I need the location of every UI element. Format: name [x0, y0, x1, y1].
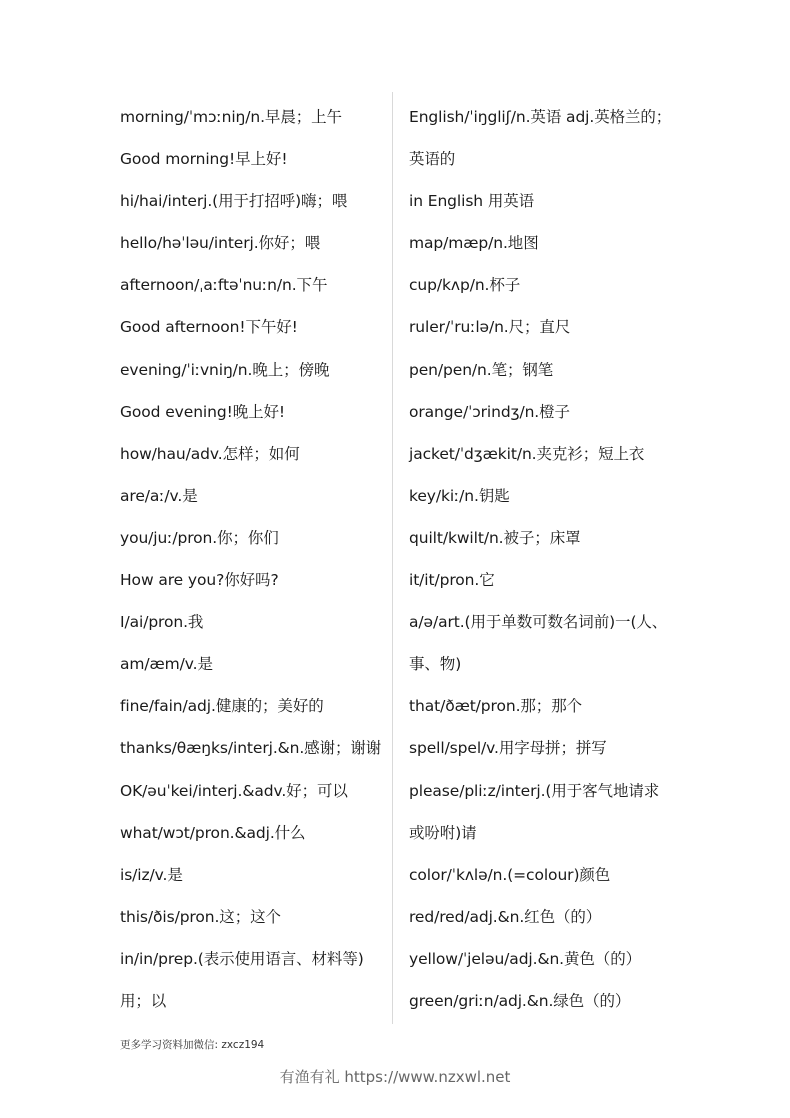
vocab-entry: Good afternoon!下午好!	[120, 318, 298, 337]
vocab-entry: Good evening!晚上好!	[120, 402, 286, 421]
vocab-entry: morning/ˈmɔːniŋ/n.早晨；上午	[120, 108, 342, 126]
vocab-entry: thanks/θæŋks/interj.&n.感谢；谢谢	[120, 739, 382, 758]
vocab-entry: 事、物)	[409, 655, 462, 674]
vocab-entry: 或吩咐)请	[409, 823, 477, 842]
vocab-entry: yellow/ˈjeləu/adj.&n.黄色（的）	[409, 949, 642, 968]
vocab-column-right	[409, 96, 699, 1022]
vocab-entry: I/ai/pron.我	[120, 613, 204, 632]
vocab-entry: spell/spel/v.用字母拼；拼写	[409, 739, 607, 758]
footer-note: 更多学习资料加微信: zxcz194	[120, 1039, 265, 1051]
vocab-entry: color/ˈkʌlə/n.(=colour)颜色	[409, 865, 611, 884]
watermark-link: 有渔有礼 https://www.nzxwl.net	[279, 1068, 511, 1086]
vocab-entry: what/wɔt/pron.&adj.什么	[120, 823, 306, 842]
vocab-entry: red/red/adj.&n.红色（的）	[409, 907, 602, 926]
vocab-entry: Good morning!早上好!	[120, 150, 288, 169]
vocab-entry: cup/kʌp/n.杯子	[409, 276, 521, 295]
vocab-entry: English/ˈiŋgliʃ/n.英语 adj.英格兰的；	[409, 108, 672, 126]
vocab-entry: pen/pen/n.笔；钢笔	[409, 360, 554, 379]
column-divider	[392, 92, 393, 1024]
vocab-entry: orange/ˈɔrindʒ/n.橙子	[409, 402, 570, 421]
vocab-entry: key/kiː/n.钥匙	[409, 486, 510, 505]
vocab-entry: 用；以	[120, 991, 167, 1010]
vocab-entry: hello/həˈləu/interj.你好；喂	[120, 234, 321, 253]
vocab-entry: please/pliːz/interj.(用于客气地请求	[409, 781, 660, 800]
vocab-entry: map/mæp/n.地图	[409, 234, 539, 253]
vocab-entry: quilt/kwilt/n.被子；床罩	[409, 528, 581, 547]
vocab-entry: this/ðis/pron.这；这个	[120, 907, 281, 926]
vocab-entry: 英语的	[409, 150, 456, 169]
vocab-entry: a/ə/art.(用于单数可数名词前)一(人、	[409, 613, 668, 632]
vocab-entry: afternoon/ˌaːftəˈnuːn/n.下午	[120, 276, 328, 295]
vocab-entry: is/iz/v.是	[120, 865, 183, 884]
vocab-entry: fine/fain/adj.健康的；美好的	[120, 697, 324, 716]
vocab-entry: jacket/ˈdʒækit/n.夹克衫；短上衣	[409, 444, 645, 463]
vocab-entry: it/it/pron.它	[409, 571, 495, 590]
vocab-entry: you/juː/pron.你；你们	[120, 528, 279, 547]
vocab-entry: How are you?你好吗?	[120, 571, 279, 590]
vocab-entry: OK/əuˈkei/interj.&adv.好；可以	[120, 781, 348, 800]
vocab-entry: in/in/prep.(表示使用语言、材料等)	[120, 949, 364, 968]
vocab-entry: how/hau/adv.怎样；如何	[120, 444, 300, 463]
vocab-column-left	[120, 96, 390, 1022]
vocab-entry: ruler/ˈruːlə/n.尺；直尺	[409, 318, 571, 337]
vocab-entry: hi/hai/interj.(用于打招呼)嗨；喂	[120, 192, 348, 211]
vocab-entry: evening/ˈiːvniŋ/n.晚上；傍晚	[120, 360, 330, 379]
vocab-entry: in English 用英语	[409, 192, 535, 211]
vocab-entry: that/ðæt/pron.那；那个	[409, 697, 583, 716]
vocab-entry: am/æm/v.是	[120, 655, 213, 674]
vocab-entry: green/griːn/adj.&n.绿色（的）	[409, 991, 631, 1010]
vocab-entry: are/aː/v.是	[120, 486, 198, 505]
